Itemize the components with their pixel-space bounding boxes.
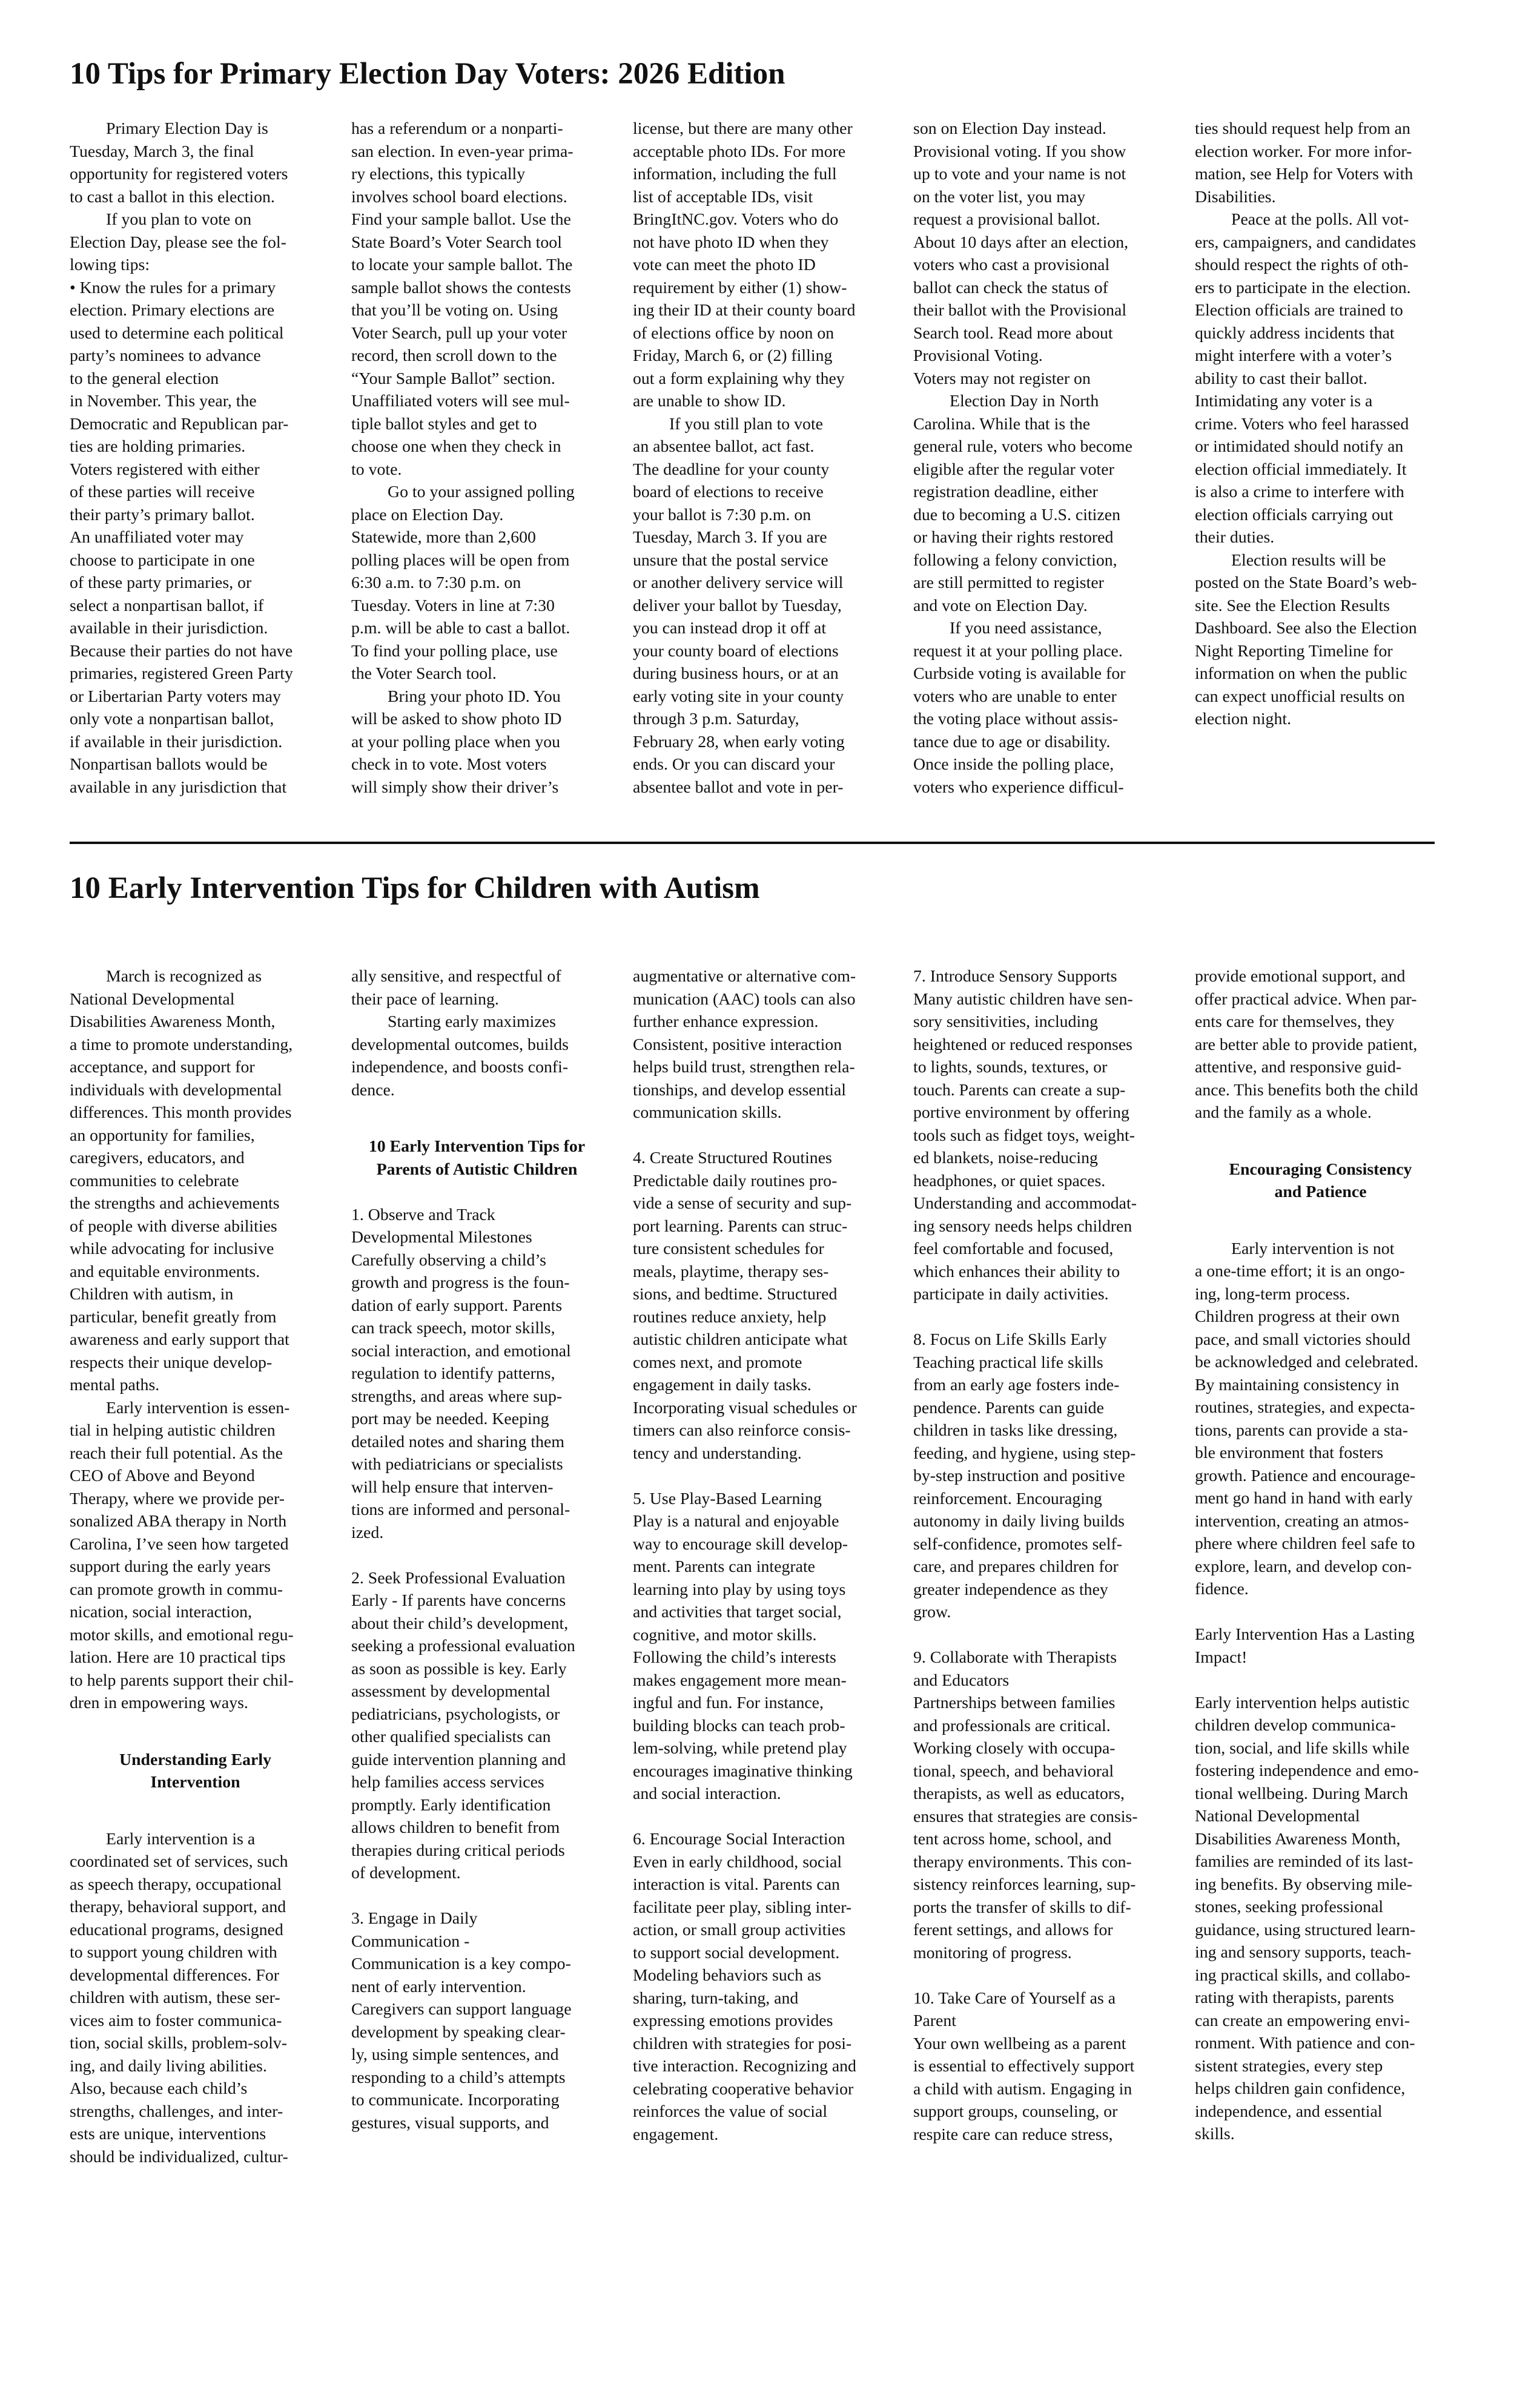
paragraph: Early intervention is not a one-time effort; it is an ongo- ing, long-term process. Children progress at their own pace, and small victories should be acknowledged and celebrated. By maintaining consistency in routines, strategies, and expecta- tions, parents can provide a sta- ble environment that fosters growth. Patience and encourage- ment go hand in hand with early intervention, creating an atmos- phere where children feel safe to explore, learn, and develop con- fidence. — [1195, 1239, 1418, 1598]
article-2-column-2 — [351, 965, 603, 2134]
tip-item: 7. Introduce Sensory Supports Many autistic children have sen- sory sensitivities, including heightened or reduced responses to lights, sounds, textures, or touch. Parents can create a sup- portive environment by offering tools such as fidget toys, weight- ed blankets, noise-reducing headphones, or quiet spaces. Understanding and accommodat- ing sensory needs helps children feel comfortable and focused, which enhances their ability to participate in daily activities. — [913, 967, 1137, 1304]
subheading: Understanding Early Intervention — [119, 1750, 271, 1792]
paragraph: ally sensitive, and respectful of their pace of learning. — [351, 967, 561, 1009]
article-2-column-4 — [913, 965, 1165, 2146]
article-1-headline: 10 Tips for Primary Election Day Voters: 2026 Edition — [70, 57, 785, 91]
section-divider — [70, 842, 1435, 844]
article-1-column-3 — [633, 117, 884, 799]
paragraph: license, but there are many other acceptable photo IDs. For more information, including the full list of acceptable IDs, visit BringItNC.gov. Voters who do not have photo ID when they vote can meet the photo ID requirement by either (1) show- ing their ID at their county board of elections office by noon on Friday, March 6, or (2) filling out a form explaining why they are unable to show ID. — [633, 119, 856, 411]
paragraph: Go to your assigned polling place on Election Day. Statewide, more than 2,600 polling places will be open from 6:30 a.m. to 7:30 p.m. on Tuesday. Voters in line at 7:30 p.m. will be able to cast a ballot. To find your polling place, use the Voter Search tool. — [351, 483, 575, 683]
paragraph: Early intervention helps autistic children develop communica- tion, social, and life skills while fostering independence and emo- tional wellbeing. During March National Developmental Disabilities Awareness Month, families are reminded of its last- ing benefits. By observing mile- stones, seeking professional guidance, using structured learn- ing and sensory supports, teach- ing practical skills, and collabo- rating with therapists, parents can create an empowering envi- ronment. With patience and con- sistent strategies, every step helps children gain confidence, independence, and essential skills. — [1195, 1693, 1419, 2143]
paragraph: Primary Election Day is Tuesday, March 3, the final opportunity for registered voters to cast a ballot in this election. — [70, 119, 288, 206]
tip-item: 1. Observe and Track Developmental Milestones Carefully observing a child’s growth and progress is the foun- dation of early support. Parents can track speech, motor skills, social interaction, and emotional regulation to identify patterns, strengths, and areas where sup- port may be needed. Keeping detailed notes and sharing them with pediatricians or specialists will help ensure that interven- tions are informed and personal- ized. — [351, 1205, 571, 1542]
paragraph: provide emotional support, and offer practical advice. When par- ents care for themselves, they are better able to provide patient, attentive, and responsive guid- ance. This benefits both the child and the family as a whole. — [1195, 967, 1418, 1122]
paragraph: Starting early maximizes developmental outcomes, builds independence, and boosts confi- dence. — [351, 1012, 569, 1100]
article-1-column-4 — [913, 117, 1165, 799]
tip-item: 10. Take Care of Yourself as a Parent Your own wellbeing as a parent is essential to effectively support a child with autism. Engaging in support groups, counseling, or respite care can reduce stress, — [913, 1988, 1135, 2144]
article-1-column-2 — [351, 117, 603, 799]
paragraph: Election Day in North Carolina. While that is the general rule, voters who become eligible after the regular voter registration deadline, either due to becoming a U.S. citizen or having their rights restored following a felony conviction, are still permitted to register and vote on Election Day. — [913, 392, 1132, 615]
paragraph: Bring your photo ID. You will be asked to show photo ID at your polling place when you check in to vote. Most voters will simply show their driver’s — [351, 687, 562, 797]
tip-item: 5. Use Play-Based Learning Play is a natural and enjoyable way to encourage skill develop- ment. Parents can integrate learning into play by using toys and activities that target social, cognitive, and motor skills. Following the child’s interests makes engagement more mean- ingful and fun. For instance, building blocks can teach prob- lem-solving, while pretend play encourages imaginative thinking and social interaction. — [633, 1489, 853, 1803]
paragraph: Early Intervention Has a Lasting Impact! — [1195, 1625, 1415, 1667]
paragraph: If you still plan to vote an absentee ballot, act fast. The deadline for your county board of elections to receive your ballot is 7:30 p.m. on Tuesday, March 3. If you are unsure that the postal service or another delivery service will deliver your ballot by Tuesday, you can instead drop it off at your county board of elections during business hours, or at an early voting site in your county through 3 p.m. Saturday, February 28, when early voting ends. Or you can discard your absentee ballot and vote in per- — [633, 414, 845, 797]
subheading: 10 Early Intervention Tips for Parents of Autistic Children — [368, 1137, 586, 1179]
tip-item: 2. Seek Professional Evaluation Early - If parents have concerns about their child’s development, seeking a professional evaluation as soon as possible is key. Early assessment by developmental pediatricians, psychologists, or other qualified specialists can guide intervention planning and help families access services promptly. Early identification allows children to benefit from therapies during critical periods of development. — [351, 1568, 575, 1882]
article-2-column-3 — [633, 965, 884, 2146]
tip-item: 6. Encourage Social Interaction Even in early childhood, social interaction is vital. Parents can facilitate peer play, sibling inter- action, or small group activities to support social development. Modeling behaviors such as sharing, turn-taking, and expressing emotions provides children with strategies for posi- tive interaction. Recognizing and celebrating cooperative behavior reinforces the value of social engagement. — [633, 1830, 856, 2144]
paragraph: If you need assistance, request it at your polling place. Curbside voting is available for voters who are unable to enter the voting place without assis- tance due to age or disability. Once inside the polling place, voters who experience difficul- — [913, 619, 1126, 797]
article-1-column-1 — [70, 117, 321, 799]
article-1-column-5 — [1195, 117, 1446, 731]
paragraph: Election results will be posted on the State Board’s web- site. See the Election Results Dashboard. See also the Election Night Reporting Timeline for information on when the public can expect unofficial results on election night. — [1195, 550, 1417, 728]
paragraph: son on Election Day instead. Provisional voting. If you show up to vote and your name is not on the voter list, you may request a provisional ballot. About 10 days after an election, voters who cast a provisional ballot can check the status of their ballot with the Provisional Search tool. Read more about Provisional Voting. Voters may not register on — [913, 119, 1129, 388]
paragraph: has a referendum or a nonparti- san election. In even-year prima- ry elections, this typically involves school board elections. Find your sample ballot. Use the State Board’s Voter Search tool to locate your sample ballot. The sample ballot shows the contests that you’ll be voting on. Using Voter Search, pull up your voter record, then scroll down to the “Your Sample Ballot” section. Unaffiliated voters will see mul- tiple ballot styles and get to choose one when they check in to vote. — [351, 119, 574, 479]
paragraph: If you plan to vote on Election Day, please see the fol- lowing tips: — [70, 210, 286, 274]
paragraph: • Know the rules for a primary election. Primary elections are used to determine each political party’s nominees to advance to the general election in November. This year, the Democratic and Republican par- ties are holding primaries. Voters registered with either of these parties will receive their party’s primary ballot. An unaffiliated voter may choose to participate in one of these party primaries, or select a nonpartisan ballot, if available in their jurisdiction. Because their parties do not have primaries, registered Green Party or Libertarian Party voters may only vote a nonpartisan ballot, if available in their jurisdiction. Nonpartisan ballots would be available in any jurisdiction that — [70, 278, 293, 797]
paragraph: Early intervention is essen- tial in helping autistic children reach their full potential. As the CEO of Above and Beyond Therapy, where we provide per- sonalized ABA therapy in North Carolina, I’ve seen how targeted support during the early years can promote growth in commu- nication, social interaction, motor skills, and emotional regu- lation. Here are 10 practical tips to help parents support their chil- dren in empowering ways. — [70, 1398, 294, 1712]
article-2-headline: 10 Early Intervention Tips for Children with Autism — [70, 871, 760, 905]
tip-item: 9. Collaborate with Therapists and Educators Partnerships between families and professionals are critical. Working closely with occupa- tional, speech, and behavioral therapists, as well as educators, ensures that strategies are consis- tent across home, school, and therapy environments. This con- sistency reinforces learning, sup- ports the transfer of skills to dif- ferent settings, and allows for monitoring of progress. — [913, 1648, 1138, 1962]
article-2-column-1 — [70, 965, 321, 2168]
article-2-column-5 — [1195, 965, 1446, 2146]
paragraph: Peace at the polls. All vot- ers, campaigners, and candidates should respect the rights of oth- ers to participate in the election. Election officials are trained to quickly address incidents that might interfere with a voter’s ability to cast their ballot. Intimidating any voter is a crime. Voters who feel harassed or intimidated should notify an election official immediately. It is also a crime to interfere with election officials carrying out their duties. — [1195, 210, 1416, 547]
paragraph: ties should request help from an election worker. For more infor- mation, see Help for Voters with Disabilities. — [1195, 119, 1413, 206]
tip-item: 4. Create Structured Routines Predictable daily routines pro- vide a sense of security and sup- port learning. Parents can struc- ture consistent schedules for meals, playtime, therapy ses- sions, and bedtime. Structured routines reduce anxiety, help autistic children anticipate what comes next, and promote engagement in daily tasks. Incorporating visual schedules or timers can also reinforce consis- tency and understanding. — [633, 1149, 857, 1463]
paragraph: augmentative or alternative com- munication (AAC) tools can also further enhance expression. Consistent, positive interaction helps build trust, strengthen rela- tionships, and develop essential communication skills. — [633, 967, 856, 1122]
paragraph: Early intervention is a coordinated set of services, such as speech therapy, occupational therapy, behavioral support, and educational programs, designed to support young children with developmental differences. For children with autism, these ser- vices aim to foster communica- tion, social skills, problem-solv- ing, and daily living abilities. Also, because each child’s strengths, challenges, and inter- ests are unique, interventions should be individualized, cultur- — [70, 1829, 288, 2166]
paragraph: March is recognized as National Developmental Disabilities Awareness Month, a time to promote understanding, acceptance, and support for individuals with developmental differences. This month provides an opportunity for families, caregivers, educators, and communities to celebrate the strengths and achievements of people with diverse abilities while advocating for inclusive and equitable environments. Children with autism, in particular, benefit greatly from awareness and early support that respects their unique develop- mental paths. — [70, 967, 293, 1394]
subheading: Encouraging Consistency and Patience — [1229, 1159, 1412, 1201]
tip-item: 3. Engage in Daily Communication - Communication is a key compo- nent of early intervention. Caregivers can support language development by speaking clear- ly, using simple sentences, and responding to a child’s attempts to communicate. Incorporating gestures, visual supports, and — [351, 1909, 572, 2133]
tip-item: 8. Focus on Life Skills Early Teaching practical life skills from an early age fosters inde- pendence. Parents can guide children in tasks like dressing, feeding, and hygiene, using step- by-step instruction and positive reinforcement. Encouraging autonomy in daily living builds self-confidence, promotes self- care, and prepares children for greater independence as they grow. — [913, 1330, 1136, 1621]
